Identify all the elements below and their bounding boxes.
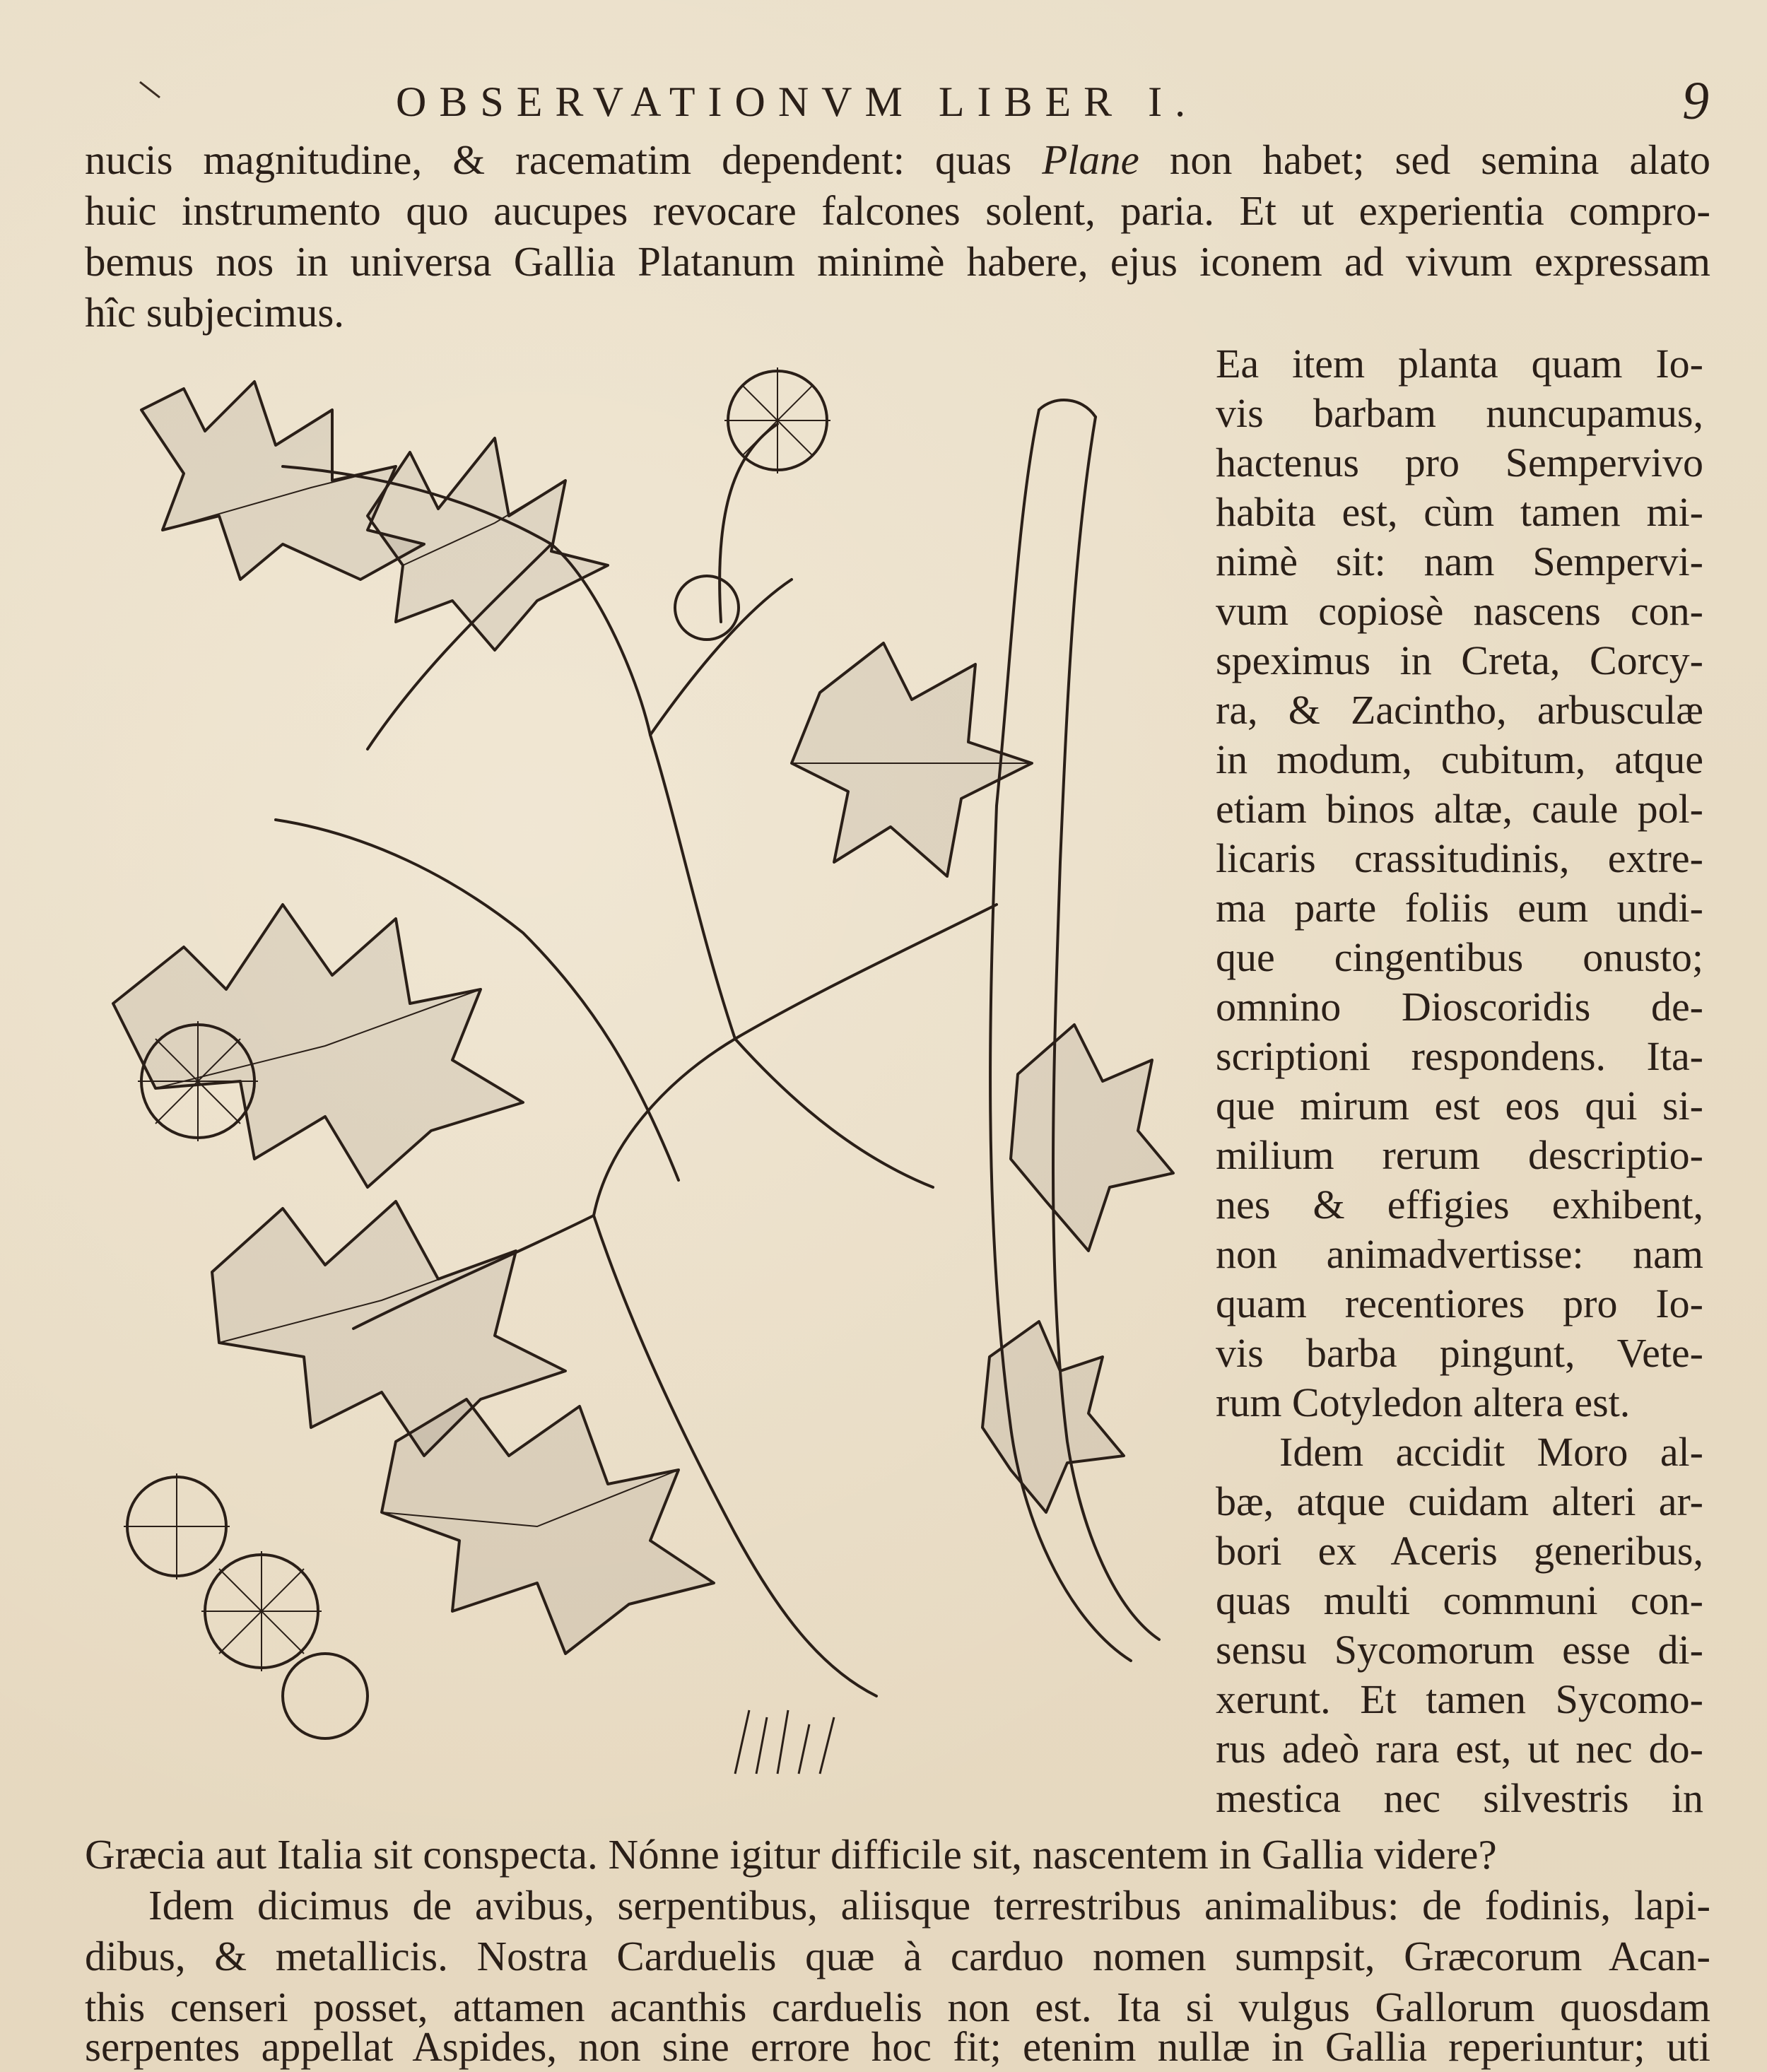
column-line: Idem accidit Moro al- xyxy=(1279,1429,1703,1475)
column-line: bæ, atque cuidam alteri ar- xyxy=(1216,1478,1703,1524)
column-line: quas multi communi con- xyxy=(1216,1577,1703,1623)
plane-tree-woodcut-icon xyxy=(99,367,1180,1837)
text-line-bottom-4: this censeri posset, attamen acanthis carduelis non est. Ita si vulgus Gallorum quosdam xyxy=(85,1984,1710,2030)
text-line-top-4: hîc subjecimus. xyxy=(85,289,345,336)
running-header: OBSERVATIONVM LIBER I. xyxy=(396,78,1199,125)
text-line-top-1: nucis magnitudine, & racematim dependent: quas Plane non habet; sed semina alato xyxy=(85,136,1710,183)
text-line-bottom-1: Græcia aut Italia sit conspecta. Nónne igitur difficile sit, nascentem in Gallia videre? xyxy=(85,1831,1497,1878)
column-line: que cingentibus onusto; xyxy=(1216,934,1703,980)
column-line: vis barba pingunt, Vete- xyxy=(1216,1330,1703,1376)
text-line-bottom-5: serpentes appellat Aspides, non sine errore hoc fit; etenim nullæ in Gallia reperiuntur; uti xyxy=(85,2023,1710,2070)
column-line: habita est, cùm tamen mi- xyxy=(1216,489,1703,535)
stray-ink-mark-icon xyxy=(139,81,167,102)
text-line-bottom-2: Idem dicimus de avibus, serpentibus, aliisque terrestribus animalibus: de fodinis, lapi- xyxy=(148,1882,1710,1929)
text-line-bottom-3: dibus, & metallicis. Nostra Carduelis quæ à carduo nomen sumpsit, Græcorum Acan- xyxy=(85,1933,1710,1979)
page-number: 9 xyxy=(1682,71,1709,131)
text-line-top-2: huic instrumento quo aucupes revocare falcones solent, paria. Et ut experientia compro- xyxy=(85,187,1710,234)
column-line: in modum, cubitum, atque xyxy=(1216,736,1703,782)
column-line: rum Cotyledon altera est. xyxy=(1216,1379,1631,1425)
column-line: nes & effigies exhibent, xyxy=(1216,1182,1703,1228)
column-line: non animadvertisse: nam xyxy=(1216,1231,1703,1277)
column-line: sensu Sycomorum esse di- xyxy=(1216,1627,1703,1673)
italic-word: Plane xyxy=(1042,136,1139,183)
text-line-top-3: bemus nos in universa Gallia Platanum minimè habere, ejus iconem ad vivum expressam xyxy=(85,238,1710,285)
column-line: mestica nec silvestris in xyxy=(1216,1775,1703,1821)
column-line: speximus in Creta, Corcy- xyxy=(1216,637,1703,683)
column-line: rus adeò rara est, ut nec do- xyxy=(1216,1726,1703,1772)
column-line: licaris crassitudinis, extre- xyxy=(1216,835,1703,881)
column-line: nimè sit: nam Sempervi- xyxy=(1216,538,1703,584)
column-line: vis barbam nuncupamus, xyxy=(1216,390,1703,436)
column-line: ma parte foliis eum undi- xyxy=(1216,885,1703,931)
column-line: Ea item planta quam Io- xyxy=(1216,341,1703,387)
column-line: que mirum est eos qui si- xyxy=(1216,1083,1703,1129)
column-line: milium rerum descriptio- xyxy=(1216,1132,1703,1178)
column-line: quam recentiores pro Io- xyxy=(1216,1281,1703,1326)
column-line: hactenus pro Sempervivo xyxy=(1216,440,1703,485)
column-line: etiam binos altæ, caule pol- xyxy=(1216,786,1703,832)
column-line: ra, & Zacintho, arbusculæ xyxy=(1216,687,1703,733)
column-line: bori ex Aceris generibus, xyxy=(1216,1528,1703,1574)
column-line: omnino Dioscoridis de- xyxy=(1216,984,1703,1030)
column-line: vum copiosè nascens con- xyxy=(1216,588,1703,634)
column-line: scriptioni respondens. Ita- xyxy=(1216,1033,1703,1079)
column-line: xerunt. Et tamen Sycomo- xyxy=(1216,1676,1703,1722)
